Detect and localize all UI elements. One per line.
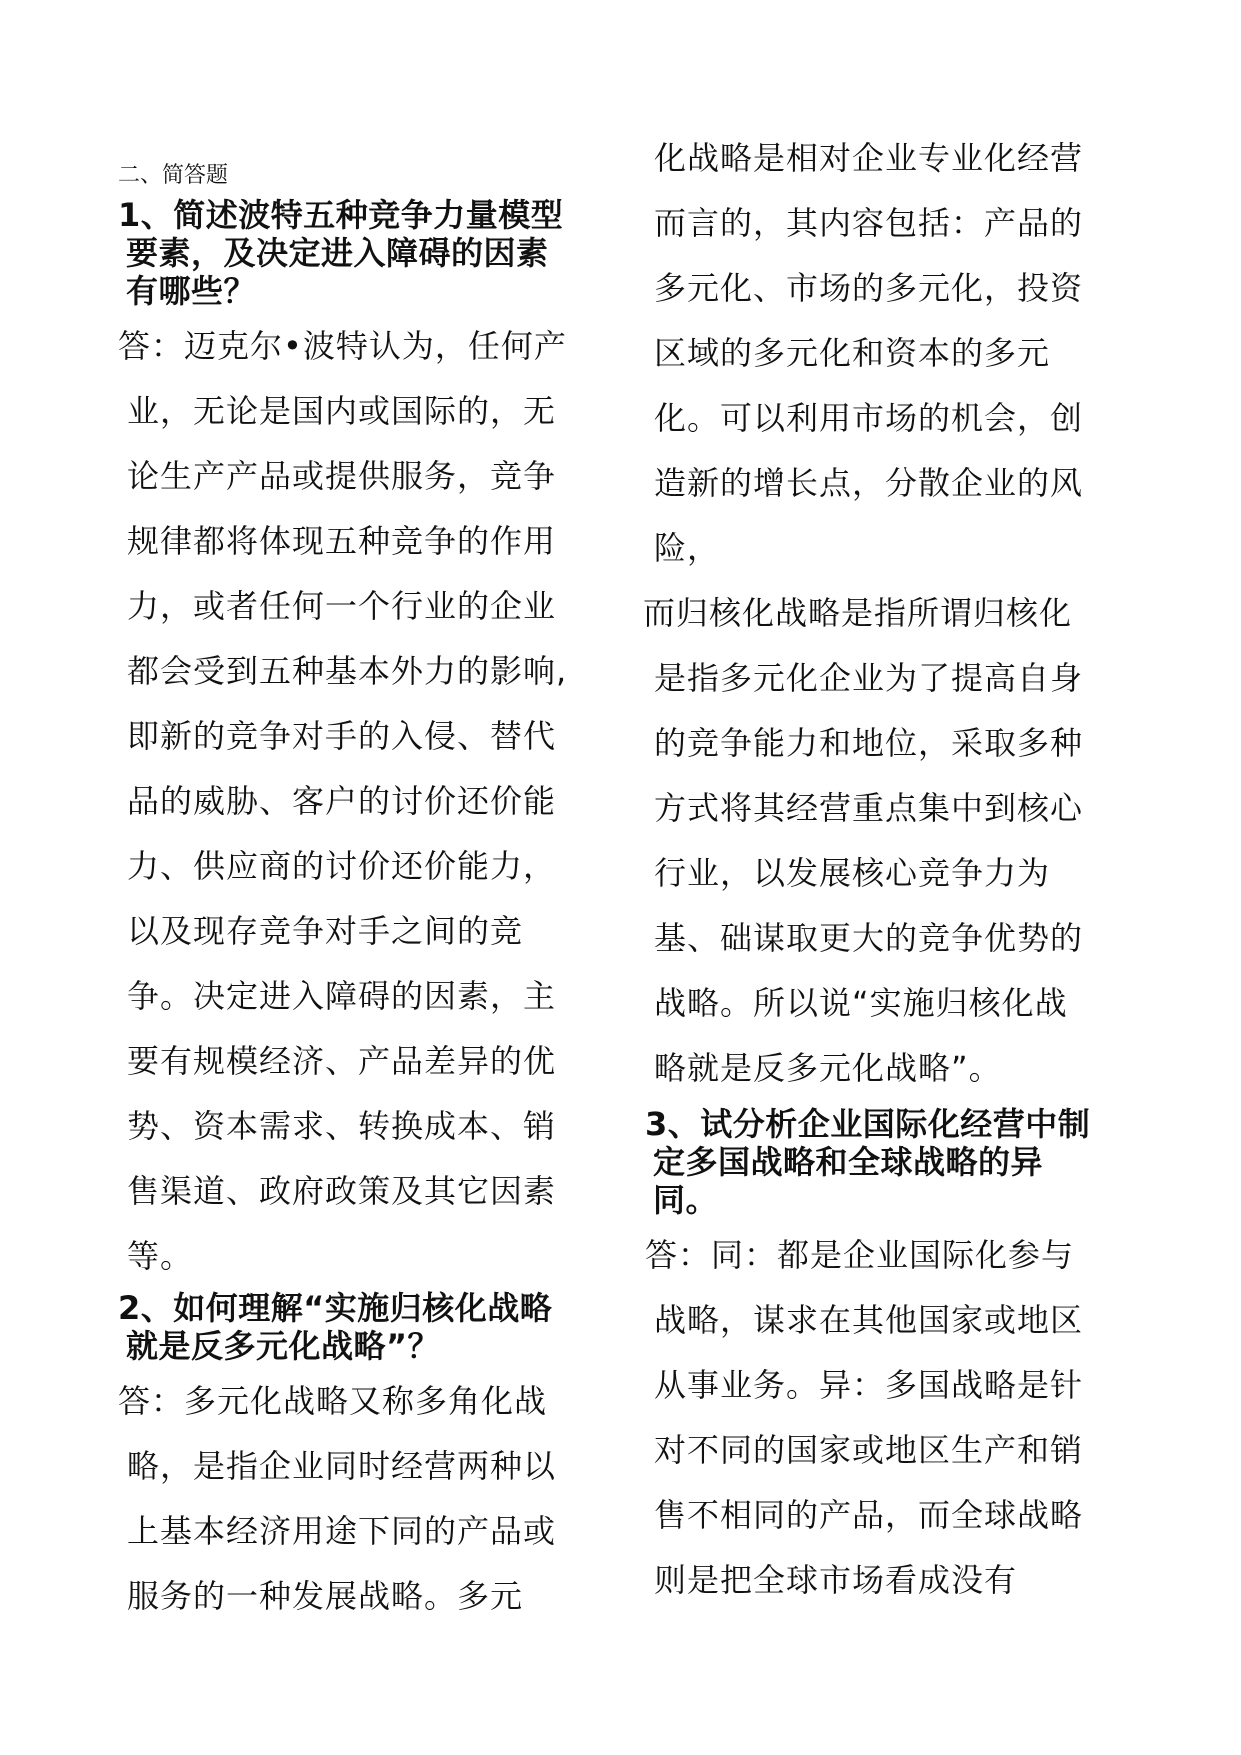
question-1-answer: 答：迈克尔•波特认为，任何产业，无论是国内或国际的，无论生产产品或提供服务，竞争规律都将体现五种竞争的作用力，或者任何一个行业的企业都会受到五种基本外力的影响,即新的竞争对手的入侵、替代品的威胁、客户的讨价还价能力、供应商的讨价还价能力，以及现存竞争对手之间的竞争。决定进入障碍的因素，主要有规模经济、产品差异的优势、资本需求、转换成本、销售渠道、政府政策及其它因素等。 [118,327,568,1275]
question-2-answer-part-3: 而归核化战略是指所谓归核化是指多元化企业为了提高自身的竞争能力和地位，采取多种方式将其经营重点集中到核心行业，以发展核心竞争力为基、础谋取更大的竞争优势的战略。所以说“实施归核化战略就是反多元化战略”。 [643,594,1084,1087]
question-3-title: 3、试分析企业国际化经营中制定多国战略和全球战略的异同。 [645,1105,1091,1219]
question-3-answer: 答：同：都是企业国际化参与战略，谋求在其他国家或地区从事业务。异：多国战略是针对不同的国家或地区生产和销售不相同的产品，而全球战略则是把全球市场看成没有 [645,1236,1084,1599]
question-2-answer-part-1: 答：多元化战略又称多角化战略，是指企业同时经营两种以上基本经济用途下同的产品或服务的一种发展战略。多元 [118,1382,557,1615]
section-label: 二、简答题 [118,163,229,188]
left-column [118,160,568,1629]
right-column [645,126,1095,1613]
question-2-title: 2、如何理解“实施归核化战略就是反多元化战略”？ [118,1289,553,1365]
question-2-answer-part-2: 化战略是相对企业专业化经营而言的，其内容包括：产品的多元化、市场的多元化，投资区域的多元化和资本的多元化。可以利用市场的机会，创造新的增长点，分散企业的风险， [654,139,1084,567]
question-1-title: 1、简述波特五种竞争力量模型要素，及决定进入障碍的因素有哪些？ [118,196,564,310]
